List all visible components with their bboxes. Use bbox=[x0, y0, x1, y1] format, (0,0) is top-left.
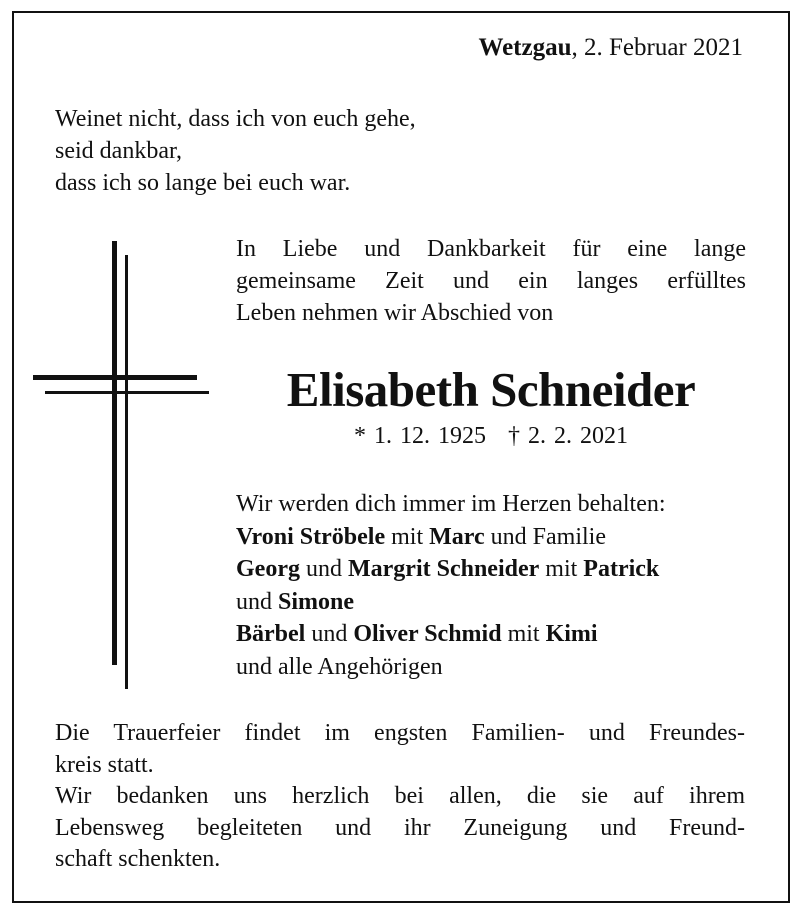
connector: mit bbox=[539, 556, 584, 582]
connector: und bbox=[236, 588, 278, 615]
death-date: † 2. 2. 2021 bbox=[508, 423, 628, 449]
connector: und Familie bbox=[484, 523, 606, 550]
mourner-name: Oliver Schmid bbox=[353, 621, 502, 647]
mourner-line bbox=[236, 521, 756, 554]
intro-text bbox=[236, 233, 746, 329]
intro-line: Leben nehmen wir Abschied von bbox=[236, 300, 554, 326]
mourner-name: Patrick bbox=[583, 556, 660, 582]
connector: mit bbox=[501, 621, 546, 647]
closing-line: kreis statt. bbox=[55, 751, 154, 778]
mourner-name: Simone bbox=[278, 588, 355, 615]
birth-date: * 1. 12. 1925 bbox=[354, 423, 486, 449]
mourner-name: Georg bbox=[236, 556, 300, 582]
deceased-name: Elisabeth Schneider bbox=[286, 362, 696, 417]
connector: und bbox=[305, 621, 354, 647]
place: Wetzgau bbox=[478, 34, 572, 61]
mourner-line bbox=[236, 553, 756, 586]
connector: mit bbox=[385, 523, 430, 550]
mourner-name: Kimi bbox=[545, 621, 598, 647]
closing-line: schaft schenkten. bbox=[55, 846, 221, 872]
closing-line: Die Trauerfeier findet im engsten Familien- und Freundes- bbox=[55, 720, 745, 746]
mourners-list bbox=[236, 488, 756, 683]
mourner-line bbox=[236, 618, 756, 651]
intro-line: gemeinsame Zeit und ein langes erfülltes bbox=[236, 268, 746, 294]
connector: und bbox=[299, 556, 348, 582]
date: , 2. Februar 2021 bbox=[571, 34, 743, 61]
place-and-date bbox=[478, 33, 743, 63]
mourner-name: Bärbel bbox=[236, 621, 306, 647]
mourners-heading: Wir werden dich immer im Herzen behalten: bbox=[236, 491, 666, 517]
closing-text bbox=[55, 718, 745, 876]
mourner-name: Margrit Schneider bbox=[347, 556, 540, 582]
closing-line: Lebensweg begleiteten und ihr Zuneigung und Freund- bbox=[55, 814, 745, 841]
mourner-line bbox=[236, 586, 756, 619]
closing-line: Wir bedanken uns herzlich bei allen, die sie auf ihrem bbox=[55, 783, 745, 809]
mourner-name: Marc bbox=[429, 523, 485, 550]
life-dates bbox=[236, 421, 746, 451]
poem-line: dass ich so lange bei euch war. bbox=[55, 170, 351, 196]
poem-line: seid dankbar, bbox=[55, 138, 182, 164]
poem-line: Weinet nicht, dass ich von euch gehe, bbox=[55, 106, 416, 132]
mourner-name: Vroni Ströbele bbox=[236, 523, 386, 550]
mourner-line: und alle Angehörigen bbox=[236, 653, 443, 680]
intro-line: In Liebe und Dankbarkeit für eine lange bbox=[236, 236, 746, 262]
poem bbox=[55, 103, 416, 199]
